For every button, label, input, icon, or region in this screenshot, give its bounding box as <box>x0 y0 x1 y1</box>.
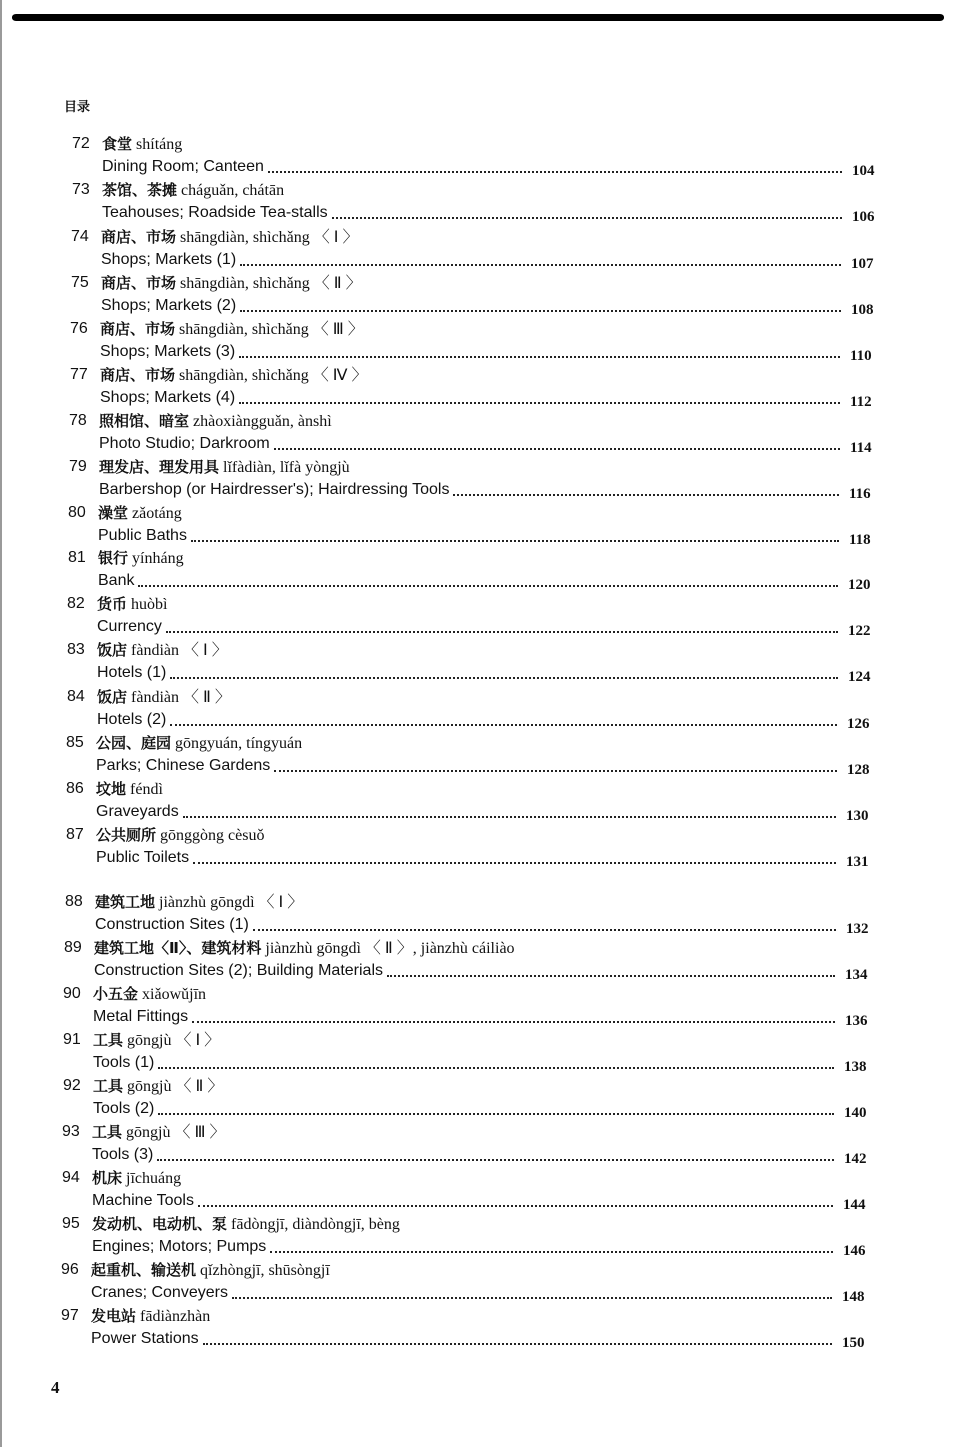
pinyin-text: zhàoxiàngguǎn, ànshì <box>189 413 332 430</box>
entry-page-number: 124 <box>848 669 871 685</box>
toc-entry[interactable] <box>61 1306 865 1352</box>
entry-page-number: 132 <box>846 921 869 937</box>
toc-entry[interactable] <box>69 411 872 457</box>
chinese-text: 茶馆、茶摊 <box>102 181 178 199</box>
pinyin-text: shāngdiàn, shìchǎng 〈 Ⅱ 〉 <box>176 275 362 292</box>
english-title: Engines; Motors; Pumps <box>92 1238 267 1255</box>
page-number: 4 <box>51 1378 60 1397</box>
entry-number: 90 <box>63 985 81 1002</box>
pinyin-text: zǎotáng <box>128 505 182 522</box>
entry-number: 95 <box>62 1215 80 1232</box>
chinese-text: 建筑工地 <box>95 893 156 911</box>
entry-number: 91 <box>63 1031 81 1048</box>
toc-entry[interactable] <box>72 180 875 226</box>
dot-leader <box>274 770 837 772</box>
entry-page-number: 134 <box>845 967 868 983</box>
pinyin-text: shāngdiàn, shìchǎng 〈 Ⅰ 〉 <box>176 229 359 246</box>
pinyin-text: huòbì <box>127 596 168 613</box>
dot-leader <box>270 1251 833 1253</box>
entry-number: 89 <box>64 939 82 956</box>
page-edge <box>0 0 2 1447</box>
toc-entry[interactable] <box>72 134 875 180</box>
entry-page-number: 138 <box>844 1059 867 1075</box>
entry-chinese-title <box>98 548 184 569</box>
entry-number: 85 <box>66 734 84 751</box>
dot-leader <box>332 217 842 219</box>
entry-number: 88 <box>65 893 83 910</box>
toc-entry[interactable] <box>63 1076 867 1122</box>
english-title: Shops; Markets (4) <box>100 389 236 406</box>
entry-english-line <box>99 480 839 500</box>
entry-english-line <box>102 203 842 223</box>
dot-leader <box>158 1113 834 1115</box>
toc-entry[interactable] <box>70 319 872 365</box>
entry-chinese-title <box>97 640 228 661</box>
toc-entry[interactable] <box>67 594 871 640</box>
entry-chinese-title <box>92 1168 181 1189</box>
toc-entry[interactable] <box>67 687 870 733</box>
entry-chinese-title <box>99 411 332 432</box>
entry-number: 82 <box>67 595 85 612</box>
english-title: Bank <box>98 572 135 589</box>
english-title: Metal Fittings <box>93 1008 189 1025</box>
entry-page-number: 114 <box>850 440 872 456</box>
entry-chinese-title <box>102 134 182 155</box>
entry-number: 76 <box>70 320 88 337</box>
english-title: Tools (3) <box>92 1146 154 1163</box>
entry-page-number: 150 <box>842 1335 865 1351</box>
chinese-text: 发电站 <box>91 1307 137 1325</box>
chinese-text: 商店、市场 <box>101 228 177 246</box>
pinyin-text: fàndiàn 〈 Ⅰ 〉 <box>127 642 228 659</box>
english-title: Parks; Chinese Gardens <box>96 757 271 774</box>
toc-entry[interactable] <box>63 1030 867 1076</box>
entry-chinese-title <box>91 1260 330 1281</box>
dot-leader <box>170 677 838 679</box>
entry-chinese-title <box>94 938 515 959</box>
dot-leader <box>158 1067 834 1069</box>
entry-page-number: 108 <box>851 302 874 318</box>
dot-leader <box>192 1021 835 1023</box>
entry-english-line <box>101 296 841 316</box>
entry-chinese-title <box>101 227 359 248</box>
dot-leader <box>253 929 836 931</box>
entry-english-line <box>93 1053 834 1073</box>
chinese-text: 商店、市场 <box>101 274 177 292</box>
entry-english-line <box>97 663 838 683</box>
chinese-text: 坟地 <box>96 780 127 798</box>
toc-entry[interactable] <box>62 1214 866 1260</box>
chinese-text: 饭店 <box>97 641 128 659</box>
toc-entry[interactable] <box>66 733 870 779</box>
dot-leader <box>198 1205 833 1207</box>
entry-chinese-title <box>93 984 206 1005</box>
entry-page-number: 104 <box>852 163 875 179</box>
dot-leader <box>203 1343 832 1345</box>
chinese-text: 机床 <box>92 1169 123 1187</box>
toc-entry[interactable] <box>69 457 871 503</box>
entry-number: 72 <box>72 135 90 152</box>
entry-chinese-title <box>97 594 167 615</box>
entry-chinese-title <box>101 273 362 294</box>
entry-english-line <box>96 802 836 822</box>
english-title: Shops; Markets (2) <box>101 297 237 314</box>
entry-english-line <box>92 1191 833 1211</box>
entry-number: 78 <box>69 412 87 429</box>
entry-english-line <box>93 1007 835 1027</box>
english-title: Construction Sites (1) <box>95 916 249 933</box>
entry-english-line <box>94 961 835 981</box>
entry-chinese-title <box>92 1122 226 1143</box>
pinyin-text: gōngjù 〈 Ⅲ 〉 <box>122 1124 226 1141</box>
pinyin-text: gōngjù 〈 Ⅰ 〉 <box>123 1032 221 1049</box>
toc-entry[interactable] <box>70 365 872 411</box>
entry-chinese-title <box>91 1306 210 1327</box>
pinyin-text: jiànzhù gōngdì 〈 Ⅱ 〉, jiànzhù cáiliào <box>261 940 515 957</box>
entry-page-number: 112 <box>850 394 872 410</box>
dot-leader <box>240 264 841 266</box>
entry-number: 87 <box>66 826 84 843</box>
toc-entry[interactable] <box>63 984 868 1030</box>
dot-leader <box>239 356 840 358</box>
pinyin-text: shāngdiàn, shìchǎng 〈 Ⅳ 〉 <box>175 367 368 384</box>
chinese-text: 理发店、理发用具 <box>99 458 220 476</box>
english-title: Photo Studio; Darkroom <box>99 435 270 452</box>
dot-leader <box>157 1159 834 1161</box>
toc-entry[interactable] <box>66 779 869 825</box>
english-title: Barbershop (or Hairdresser's); Hairdressing Tools <box>99 481 450 498</box>
entry-page-number: 120 <box>848 577 871 593</box>
entry-english-line <box>93 1099 834 1119</box>
entry-chinese-title <box>100 365 368 386</box>
entry-number: 84 <box>67 688 85 705</box>
pinyin-text: fādiànzhàn <box>136 1308 211 1325</box>
chinese-text: 商店、市场 <box>100 366 176 384</box>
pinyin-text: shítáng <box>132 136 183 153</box>
pinyin-text: yínháng <box>128 550 184 567</box>
section-title: 目录 <box>64 100 91 115</box>
entry-chinese-title <box>93 1076 223 1097</box>
entry-page-number: 146 <box>843 1243 866 1259</box>
toc-entry[interactable] <box>68 548 871 594</box>
entry-english-line <box>95 915 836 935</box>
chinese-text: 食堂 <box>102 135 133 153</box>
dot-leader <box>232 1297 832 1299</box>
entry-english-line <box>91 1283 832 1303</box>
dot-leader <box>387 975 835 977</box>
dot-leader <box>166 631 838 633</box>
pinyin-text: jīchuáng <box>122 1170 182 1187</box>
english-title: Public Baths <box>98 527 187 544</box>
entry-page-number: 140 <box>844 1105 867 1121</box>
entry-number: 96 <box>61 1261 79 1278</box>
entry-page-number: 106 <box>852 209 875 225</box>
chinese-text: 公共厕所 <box>96 826 157 844</box>
entry-number: 80 <box>68 504 86 521</box>
pinyin-text: lǐfàdiàn, lǐfà yòngjù <box>219 459 350 476</box>
entry-english-line <box>98 526 839 546</box>
chinese-text: 工具 <box>93 1031 124 1049</box>
english-title: Graveyards <box>96 803 179 820</box>
pinyin-text: xiǎowǔjīn <box>138 986 207 1003</box>
english-title: Dining Room; Canteen <box>102 158 264 175</box>
entry-english-line <box>92 1145 834 1165</box>
dot-leader <box>170 724 837 726</box>
entry-page-number: 144 <box>843 1197 866 1213</box>
dot-leader <box>240 310 841 312</box>
toc-entry[interactable] <box>71 273 874 319</box>
entry-chinese-title <box>92 1214 400 1235</box>
pinyin-text: qǐzhòngjī, shūsòngjī <box>196 1262 330 1279</box>
pinyin-text: gōngyuán, tíngyuán <box>171 735 303 752</box>
chinese-text: 发动机、电动机、泵 <box>92 1215 228 1233</box>
entry-number: 83 <box>67 641 85 658</box>
chinese-text: 建筑工地〈Ⅱ〉、建筑材料 <box>94 939 262 957</box>
entry-page-number: 136 <box>845 1013 868 1029</box>
entry-number: 79 <box>69 458 87 475</box>
entry-page-number: 110 <box>850 348 872 364</box>
chinese-text: 工具 <box>93 1077 124 1095</box>
pinyin-text: shāngdiàn, shìchǎng 〈 Ⅲ 〉 <box>175 321 364 338</box>
entry-english-line <box>96 848 836 868</box>
pinyin-text: fādòngjī, diàndòngjī, bèng <box>227 1216 400 1233</box>
pinyin-text: fàndiàn 〈 Ⅱ 〉 <box>127 689 231 706</box>
entry-page-number: 130 <box>846 808 869 824</box>
chinese-text: 澡堂 <box>98 504 129 522</box>
english-title: Shops; Markets (3) <box>100 343 236 360</box>
chinese-text: 照相馆、暗室 <box>99 412 190 430</box>
entry-number: 74 <box>71 228 89 245</box>
entry-number: 75 <box>71 274 89 291</box>
entry-page-number: 107 <box>851 256 874 272</box>
dot-leader <box>193 862 836 864</box>
dot-leader <box>191 540 839 542</box>
toc-entry[interactable] <box>62 1168 866 1214</box>
entry-english-line <box>101 250 841 270</box>
dot-leader <box>138 585 838 587</box>
entry-chinese-title <box>93 1030 220 1051</box>
english-title: Cranes; Conveyers <box>91 1284 228 1301</box>
entry-english-line <box>96 756 837 776</box>
chinese-text: 商店、市场 <box>100 320 176 338</box>
entry-chinese-title <box>95 892 303 913</box>
toc-entry[interactable] <box>71 227 874 273</box>
entry-english-line <box>102 157 842 177</box>
chinese-text: 银行 <box>98 549 129 567</box>
entry-chinese-title <box>99 457 350 478</box>
entry-english-line <box>98 571 838 591</box>
entry-number: 94 <box>62 1169 80 1186</box>
entry-number: 93 <box>62 1123 80 1140</box>
pinyin-text: gōnggòng cèsuǒ <box>156 827 265 844</box>
dot-leader <box>183 816 836 818</box>
entry-page-number: 148 <box>842 1289 865 1305</box>
english-title: Hotels (2) <box>97 711 167 728</box>
chinese-text: 小五金 <box>93 985 139 1003</box>
pinyin-text: féndì <box>126 781 163 798</box>
entry-number: 81 <box>68 549 86 566</box>
toc-entry[interactable] <box>68 503 871 549</box>
toc-entry[interactable] <box>65 892 869 938</box>
entry-english-line <box>99 434 840 454</box>
entry-page-number: 142 <box>844 1151 867 1167</box>
toc-entry[interactable] <box>64 938 868 984</box>
entry-page-number: 116 <box>849 486 871 502</box>
entry-chinese-title <box>97 687 231 708</box>
english-title: Shops; Markets (1) <box>101 251 237 268</box>
dot-leader <box>274 448 840 450</box>
english-title: Public Toilets <box>96 849 190 866</box>
entry-number: 97 <box>61 1307 79 1324</box>
entry-english-line <box>92 1237 833 1257</box>
entry-number: 77 <box>70 366 88 383</box>
entry-number: 92 <box>63 1077 81 1094</box>
entry-page-number: 126 <box>847 716 870 732</box>
entry-page-number: 122 <box>848 623 871 639</box>
entry-chinese-title <box>98 503 182 524</box>
entry-chinese-title <box>96 733 302 754</box>
dot-leader <box>268 171 842 173</box>
english-title: Power Stations <box>91 1330 199 1347</box>
toc-entry[interactable] <box>66 825 869 871</box>
english-title: Teahouses; Roadside Tea-stalls <box>102 204 328 221</box>
pinyin-text: cháguǎn, chátān <box>177 182 285 199</box>
dot-leader <box>239 402 840 404</box>
entry-number: 86 <box>66 780 84 797</box>
pinyin-text: gōngjù 〈 Ⅱ 〉 <box>123 1078 224 1095</box>
toc-entry[interactable] <box>62 1122 867 1168</box>
english-title: Tools (2) <box>93 1100 155 1117</box>
chinese-text: 起重机、输送机 <box>91 1261 197 1279</box>
chinese-text: 公园、庭园 <box>96 734 172 752</box>
entry-chinese-title <box>96 825 264 846</box>
english-title: Currency <box>97 618 162 635</box>
entry-page-number: 128 <box>847 762 870 778</box>
dot-leader <box>453 494 839 496</box>
entry-english-line <box>100 342 840 362</box>
entry-chinese-title <box>102 180 284 201</box>
pinyin-text: jiànzhù gōngdì 〈 Ⅰ 〉 <box>155 894 304 911</box>
english-title: Hotels (1) <box>97 664 167 681</box>
entry-english-line <box>97 710 837 730</box>
toc-entry[interactable] <box>61 1260 865 1306</box>
english-title: Construction Sites (2); Building Materials <box>94 962 384 979</box>
toc-entry[interactable] <box>67 640 871 686</box>
english-title: Machine Tools <box>92 1192 194 1209</box>
chinese-text: 货币 <box>97 595 128 613</box>
chinese-text: 工具 <box>92 1123 123 1141</box>
entry-page-number: 118 <box>849 532 871 548</box>
entry-chinese-title <box>96 779 163 800</box>
entry-english-line <box>91 1329 832 1349</box>
header-rule <box>12 14 944 21</box>
entry-english-line <box>100 388 840 408</box>
entry-chinese-title <box>100 319 364 340</box>
english-title: Tools (1) <box>93 1054 155 1071</box>
entry-english-line <box>97 617 838 637</box>
entry-page-number: 131 <box>846 854 869 870</box>
entry-number: 73 <box>72 181 90 198</box>
chinese-text: 饭店 <box>97 688 128 706</box>
